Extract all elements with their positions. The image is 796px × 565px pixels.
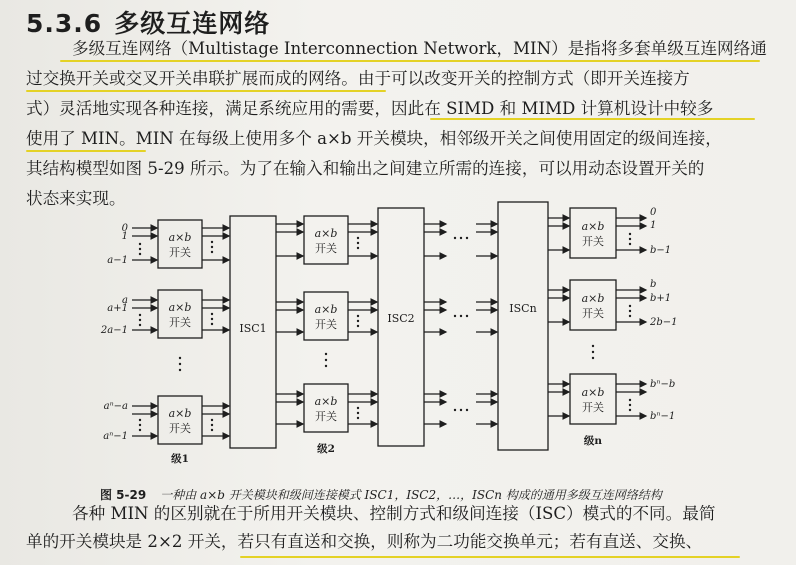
paragraph-line-3: 式）灵活地实现各种连接，满足系统应用的需要，因此在 SIMD 和 MIMD 计算机设计中较多	[26, 99, 714, 118]
switch-label: 开关	[582, 401, 604, 414]
isc2-block	[378, 208, 424, 446]
switch-stagen-2	[570, 280, 616, 330]
switch-label: 开关	[169, 316, 191, 329]
output-label: bⁿ−1	[650, 411, 676, 422]
switch-stage1-2	[158, 290, 202, 338]
section-number: 5.3.6	[26, 9, 103, 38]
min-network-figure	[100, 198, 740, 470]
output-label: 0	[650, 207, 657, 218]
paragraph-line-6: 状态来实现。	[26, 189, 126, 208]
switch-label: 开关	[315, 318, 337, 331]
input-label: aⁿ−1	[103, 431, 128, 442]
input-label: aⁿ−a	[103, 401, 128, 412]
switch-label: a×b	[581, 386, 605, 399]
stage1-label: 级1	[171, 453, 189, 465]
switch-label: a×b	[314, 303, 338, 316]
output-label: 2b−1	[650, 317, 678, 328]
switch-label: a×b	[168, 231, 192, 244]
caption-number: 图 5-29	[100, 488, 147, 502]
iscn-block	[498, 202, 548, 450]
input-label: 1	[121, 231, 128, 242]
switch-stagen-3	[570, 374, 616, 424]
switch-stage1-1	[158, 220, 202, 268]
paragraph-line-4: 使用了 MIN。MIN 在每级上使用多个 a×b 开关模块，相邻级开关之间使用固定的级间连接，	[26, 129, 722, 148]
switch-label: a×b	[581, 220, 605, 233]
switch-stage2-2	[304, 292, 348, 340]
switch-label: 开关	[315, 242, 337, 255]
paragraph-line-2: 过交换开关或交叉开关串联扩展而成的网络。由于可以改变开关的控制方式（即开关连接方	[26, 69, 690, 88]
isc2-label: ISC2	[387, 312, 415, 325]
paragraph-line-1: 多级互连网络（Multistage Interconnection Network，MIN）是指将多套单级互连网络通	[72, 39, 767, 58]
switch-labels	[169, 220, 605, 435]
switch-label: a×b	[314, 227, 338, 240]
output-label: b−1	[650, 245, 672, 256]
highlight-mark	[240, 556, 740, 558]
ellipsis-dots	[139, 233, 631, 431]
switch-label: a×b	[168, 407, 192, 420]
output-label: b+1	[650, 293, 672, 304]
highlight-mark	[60, 60, 760, 62]
switch-label: a×b	[314, 395, 338, 408]
input-label: a−1	[107, 255, 128, 266]
iscn-label: ISCn	[509, 302, 537, 315]
output-label: b	[650, 279, 657, 290]
switch-label: 开关	[169, 422, 191, 435]
switch-label: 开关	[582, 235, 604, 248]
switch-stage2-1	[304, 216, 348, 264]
section-title: 多级互连网络	[114, 9, 271, 38]
switch-label: a×b	[581, 292, 605, 305]
highlight-mark	[430, 118, 755, 120]
highlight-mark	[26, 150, 146, 152]
input-label: a+1	[107, 303, 128, 314]
switch-stage2-3	[304, 384, 348, 432]
caption-text: 一种由 a×b 开关模块和级间连接模式 ISC1，ISC2，…，ISCn 构成的通用多级互连网络结构	[160, 488, 662, 502]
stage2-label: 级2	[317, 443, 335, 455]
highlight-mark	[26, 90, 386, 92]
isc1-label: ISC1	[239, 322, 267, 335]
switch-stagen-1	[570, 208, 616, 258]
stagen-label: 级n	[583, 435, 603, 447]
bottom-line-1: 各种 MIN 的区别就在于所用开关模块、控制方式和级间连接（ISC）模式的不同。最简	[72, 504, 716, 523]
switch-label: 开关	[315, 410, 337, 423]
switch-label: a×b	[168, 301, 192, 314]
paragraph-line-5: 其结构模型如图 5-29 所示。为了在输入和输出之间建立所需的连接，可以用动态设置开关的	[26, 159, 705, 178]
switch-label: 开关	[169, 246, 191, 259]
input-label: 0	[121, 223, 128, 234]
switch-stage1-3	[158, 396, 202, 444]
output-label: bⁿ−b	[650, 379, 676, 390]
input-label: a	[122, 295, 128, 306]
bottom-line-2: 单的开关模块是 2×2 开关，若只有直送和交换，则称为二功能交换单元；若有直送、交换、	[26, 532, 703, 551]
input-label: 2a−1	[100, 325, 128, 336]
output-label: 1	[650, 220, 657, 231]
switch-label: 开关	[582, 307, 604, 320]
